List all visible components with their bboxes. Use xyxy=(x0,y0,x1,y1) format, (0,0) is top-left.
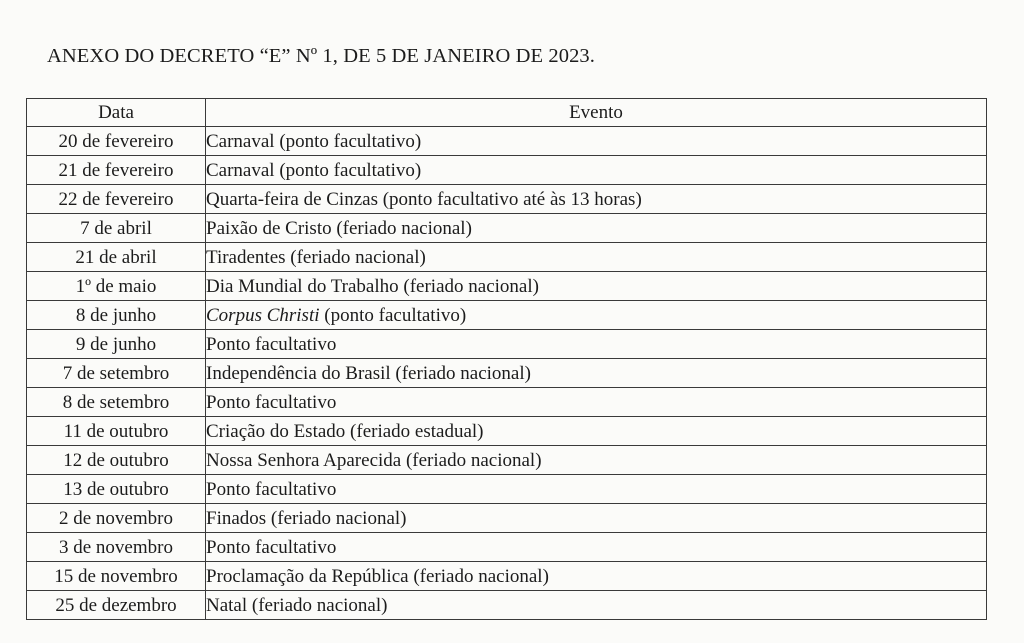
date-cell: 21 de abril xyxy=(27,243,206,272)
event-text: (ponto facultativo) xyxy=(319,304,467,326)
date-cell: 1º de maio xyxy=(27,272,206,301)
date-cell: 9 de junho xyxy=(27,330,206,359)
event-cell: Tiradentes (feriado nacional) xyxy=(206,243,987,272)
table-row xyxy=(27,127,987,156)
table-row xyxy=(27,562,987,591)
event-cell: Carnaval (ponto facultativo) xyxy=(206,156,987,185)
table-row xyxy=(27,591,987,620)
table-row xyxy=(27,388,987,417)
event-cell: Ponto facultativo xyxy=(206,388,987,417)
date-cell: 3 de novembro xyxy=(27,533,206,562)
event-cell: Ponto facultativo xyxy=(206,475,987,504)
event-cell: Proclamação da República (feriado nacional) xyxy=(206,562,987,591)
event-cell: Independência do Brasil (feriado nacional) xyxy=(206,359,987,388)
table-row xyxy=(27,185,987,214)
date-cell: 11 de outubro xyxy=(27,417,206,446)
document-title: ANEXO DO DECRETO “E” Nº 1, DE 5 DE JANEIRO DE 2023. xyxy=(47,45,595,67)
event-cell: Natal (feriado nacional) xyxy=(206,591,987,620)
table-row xyxy=(27,504,987,533)
event-cell: Finados (feriado nacional) xyxy=(206,504,987,533)
date-cell: 21 de fevereiro xyxy=(27,156,206,185)
date-cell: 7 de abril xyxy=(27,214,206,243)
event-cell: Ponto facultativo xyxy=(206,330,987,359)
event-cell: Dia Mundial do Trabalho (feriado nacional) xyxy=(206,272,987,301)
table-row xyxy=(27,446,987,475)
event-cell: Quarta-feira de Cinzas (ponto facultativo até às 13 horas) xyxy=(206,185,987,214)
date-column-header: Data xyxy=(27,99,206,127)
table-row xyxy=(27,330,987,359)
date-cell: 8 de setembro xyxy=(27,388,206,417)
table-row xyxy=(27,533,987,562)
table-row xyxy=(27,301,987,330)
date-cell: 8 de junho xyxy=(27,301,206,330)
table-row xyxy=(27,214,987,243)
table-row xyxy=(27,272,987,301)
date-cell: 13 de outubro xyxy=(27,475,206,504)
event-cell xyxy=(206,301,987,330)
holidays-table xyxy=(26,98,987,620)
date-cell: 15 de novembro xyxy=(27,562,206,591)
event-column-header: Evento xyxy=(206,99,987,127)
event-italic-text: Corpus Christi xyxy=(206,304,320,326)
table-row xyxy=(27,417,987,446)
event-cell: Ponto facultativo xyxy=(206,533,987,562)
event-cell: Nossa Senhora Aparecida (feriado nacional) xyxy=(206,446,987,475)
event-cell: Criação do Estado (feriado estadual) xyxy=(206,417,987,446)
event-cell: Paixão de Cristo (feriado nacional) xyxy=(206,214,987,243)
table-row xyxy=(27,359,987,388)
table-row xyxy=(27,475,987,504)
date-cell: 2 de novembro xyxy=(27,504,206,533)
table-header-row xyxy=(27,99,987,127)
event-cell: Carnaval (ponto facultativo) xyxy=(206,127,987,156)
date-cell: 22 de fevereiro xyxy=(27,185,206,214)
date-cell: 20 de fevereiro xyxy=(27,127,206,156)
date-cell: 25 de dezembro xyxy=(27,591,206,620)
table-row xyxy=(27,243,987,272)
date-cell: 12 de outubro xyxy=(27,446,206,475)
date-cell: 7 de setembro xyxy=(27,359,206,388)
table-row xyxy=(27,156,987,185)
